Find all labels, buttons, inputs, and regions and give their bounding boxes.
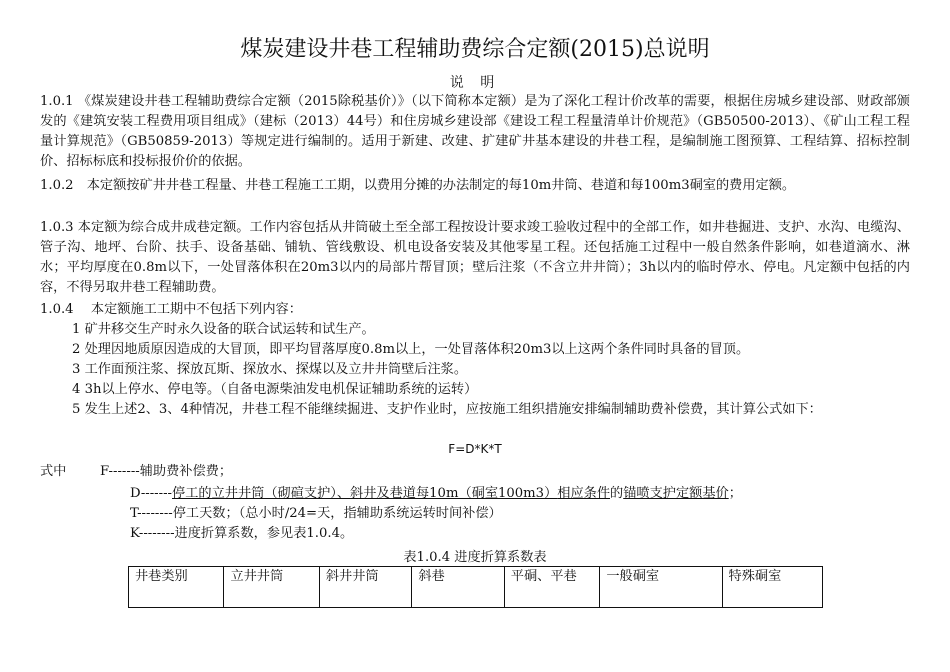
list-item-2: 2 处理因地质原因造成的大冒顶，即平均冒落厚度0.8m以上，一处冒落体积20m3以上这两个条件同时具备的冒顶。	[72, 342, 750, 357]
definition-d-underlined-3: 锚喷支护定额基价	[623, 486, 729, 501]
definition-d-underlined-2: 相应条件	[557, 486, 611, 501]
table-header-cell: 特殊硐室	[722, 567, 822, 608]
table-header-cell: 斜巷	[412, 567, 504, 608]
paragraph-1-0-1: 1.0.1 《煤炭建设井巷工程辅助费综合定额（2015除税基价）》（以下简称本定额）是为了深化工程计价改革的需要，根据住房城乡建设部、财政部颁发的《建筑安装工程费用项目组成》（建标（2013）44号）和住房城乡建设部《建设工程工程量清单计价规范》（GB50500-2013）、《矿山工程工程量计算规范》（GB50859-2013）等规定进行编制的。适用于新建、改建、扩建矿井基本建设的井巷工程，是编制施工图预算、工程结算、招标控制价、招标标底和投标报价价的依据。	[40, 94, 910, 169]
definition-d	[130, 484, 742, 504]
definition-where: 式中	[40, 464, 67, 479]
table-header-cell: 立井井筒	[224, 567, 319, 608]
definition-d-end: ；	[728, 486, 742, 501]
list-item-4: 4 3h以上停水、停电等。（自备电源柴油发电机保证辅助系统的运转）	[72, 382, 478, 397]
table-header-row	[129, 567, 823, 608]
formula: F=D*K*T	[448, 442, 502, 456]
section-heading: 说 明	[449, 75, 501, 91]
definition-d-prefix: D-------	[130, 486, 173, 501]
list-item-5: 5 发生上述2、3、4种情况，井巷工程不能继续掘进、支护作业时，应按施工组织措施安排编制辅助费补偿费，其计算公式如下：	[72, 402, 822, 417]
coefficient-table	[128, 566, 823, 608]
table-header-cell: 一般硐室	[600, 567, 722, 608]
paragraph-1-0-4: 1.0.4 本定额施工工期中不包括下列内容：	[40, 302, 302, 317]
definition-d-mid: 的	[610, 486, 624, 501]
list-item-1: 1 矿井移交生产时永久设备的联合试运转和试生产。	[72, 322, 375, 337]
paragraph-1-0-2: 1.0.2 本定额按矿井井巷工程量、井巷工程施工工期，以费用分摊的办法制定的每10m井筒、巷道和每100m3硐室的费用定额。	[40, 178, 796, 193]
definition-k: K--------进度折算系数，参见表1.0.4。	[130, 526, 354, 541]
table-header-cell: 斜井井筒	[319, 567, 411, 608]
list-item-3: 3 工作面预注浆、探放瓦斯、探放水、探煤以及立井井筒壁后注浆。	[72, 362, 468, 377]
definition-d-underlined-1: 停工的立井井筒（砌碹支护）、斜井及巷道每10m（硐室100m3）	[172, 486, 558, 501]
paragraph-1-0-3: 1.0.3 本定额为综合成井成巷定额。工作内容包括从井筒破土至全部工程按设计要求竣工验收过程中的全部工作，如井巷掘进、支护、水沟、电缆沟、管子沟、地坪、台阶、扶手、设备基础、铺轨、管线敷设、机电设备安装及其他零星工程。还包括施工过程中一般自然条件影响，如巷道滴水、淋水；平均厚度在0.8m以下，一处冒落体积在20m3以内的局部片帮冒顶；壁后注浆（不含立井井筒）；3h以内的临时停水、停电。凡定额中包括的内容，不得另取井巷工程辅助费。	[40, 220, 910, 295]
definition-t: T--------停工天数；（总小时/24=天，指辅助系统运转时间补偿）	[130, 506, 502, 521]
table-header-cell: 平硐、平巷	[504, 567, 600, 608]
table-header-cell: 井巷类别	[129, 567, 224, 608]
table-caption: 表1.0.4 进度折算系数表	[403, 550, 547, 565]
definition-f: F-------辅助费补偿费；	[100, 464, 233, 479]
document-title: 煤炭建设井巷工程辅助费综合定额(2015)总说明	[240, 37, 710, 62]
